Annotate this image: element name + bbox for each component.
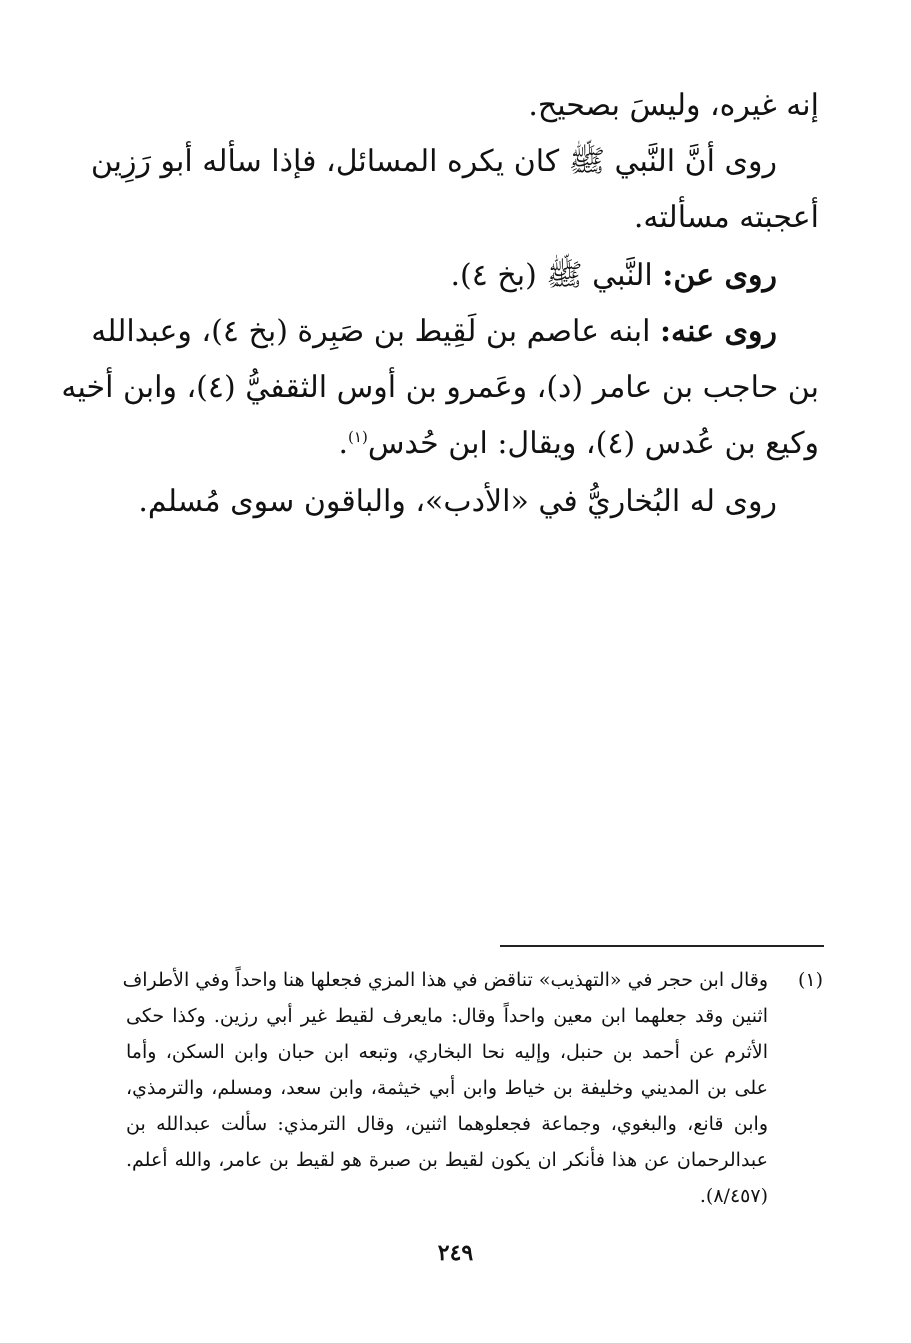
text-line-4: [118, 248, 819, 304]
footnote-line-6: عبدالرحمان عن هذا فأنكر ان يكون لقيط بن صبرة هو لقيط بن عامر، والله أعلم.: [126, 1149, 768, 1171]
label-riwaya-anhu: روى عنه:: [659, 314, 777, 349]
text-line-7-body: وكيع بن عُدس (٤)، ويقال: ابن حُدس: [367, 426, 819, 461]
text-line-8: روى له البُخاريُّ في «الأدب»، والباقون سوى مُسلم.: [138, 484, 777, 519]
page-number: ٢٤٩: [437, 1240, 474, 1266]
footnote-number: (١): [797, 969, 823, 991]
footnote-line-4: على بن المديني وخليفة بن خياط وابن أبي خيثمة، وابن سعد، ومسلم، والترمذي،: [126, 1077, 768, 1099]
text-line-6: بن حاجب بن عامر (د)، وعَمرو بن أوس الثقفيُّ (٤)، وابن أخيه: [61, 370, 819, 405]
footnote-line-3: الأثرم عن أحمد بن حنبل، وإليه نحا البخاري، وتبعه ابن حبان وابن السكن، وأما: [126, 1041, 768, 1063]
text-line-1: إنه غيره، وليسَ بصحيح.: [528, 88, 819, 123]
footnote-line-1: [122, 962, 823, 998]
label-riwaya-an: روى عن:: [662, 258, 777, 293]
footnotes: [122, 962, 823, 1214]
footnote-line-2: اثنين وقد جعلهما ابن معين واحداً وقال: مايعرف لقيط غير أبي رزين. وكذا حكى: [126, 1005, 768, 1027]
text-line-5: [91, 304, 819, 360]
footnote-ref: (١): [348, 428, 368, 446]
text-line-3: أعجبته مسألته.: [633, 200, 819, 235]
footnote-separator: [500, 945, 824, 947]
footnote-line-1-text: وقال ابن حجر في «التهذيب» تناقض في هذا المزي فجعلها هنا واحداً وفي الأطراف: [122, 969, 768, 991]
main-text: [61, 78, 819, 530]
text-line-2: روى أنَّ النَّبي ﷺ كان يكره المسائل، فإذا سأله أبو رَزِين: [90, 144, 777, 179]
text-line-7: [118, 416, 819, 472]
footnote-line-7: (٨/٤٥٧).: [699, 1185, 768, 1207]
text-line-4-rest: النَّبي ﷺ (بخ ٤).: [450, 258, 653, 293]
text-line-7-period: .: [338, 426, 349, 461]
footnote-line-5: وابن قانع، والبغوي، وجماعة فجعلوهما اثنين، وقال الترمذي: سألت عبدالله بن: [126, 1113, 768, 1135]
text-line-5-rest: ابنه عاصم بن لَقِيط بن صَبِرة (بخ ٤)، وعبدالله: [91, 314, 651, 349]
